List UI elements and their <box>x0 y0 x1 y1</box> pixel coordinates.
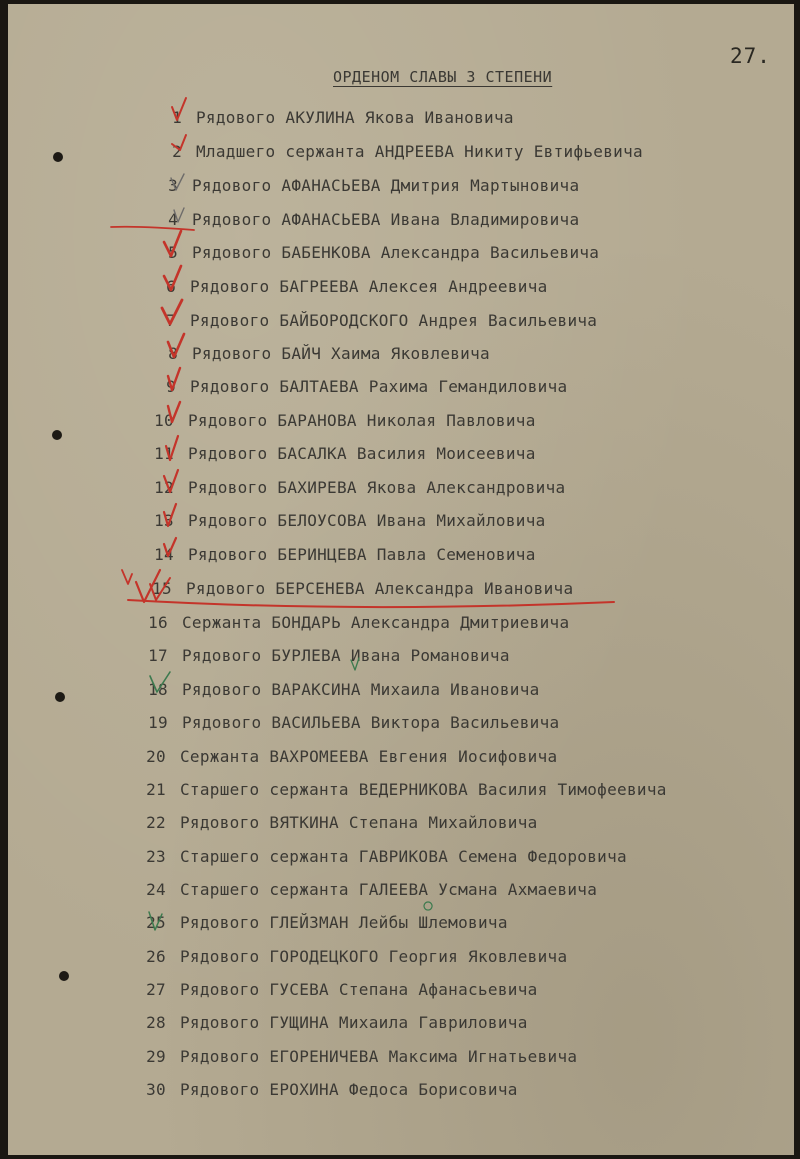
red-check-mark-icon <box>168 368 180 390</box>
item-number: 1 <box>172 108 182 127</box>
recipient-name: Рядового БЕЛОУСОВА Ивана Михайловича <box>188 511 546 530</box>
item-number: 28 <box>146 1013 166 1032</box>
document-sheet <box>8 4 794 1155</box>
recipient-name: Старшего сержанта ВЕДЕРНИКОВА Василия Тимофеевича <box>180 780 667 799</box>
recipient-name: Рядового БАХИРЕВА Якова Александровича <box>188 478 566 497</box>
recipient-name: Рядового БАЙЧ Хаима Яковлевича <box>192 344 490 363</box>
recipient-name: Рядового БАБЕНКОВА Александра Васильевича <box>192 243 600 262</box>
red-check-mark-icon <box>122 570 132 584</box>
recipient-name: Рядового ГОРОДЕЦКОГО Георгия Яковлевича <box>180 947 568 966</box>
item-number: 3 <box>168 176 178 195</box>
pencil-marks <box>8 4 794 1155</box>
item-number: 16 <box>148 613 168 632</box>
recipient-name: Рядового БАРАНОВА Николая Павловича <box>188 411 536 430</box>
red-check-mark-icon <box>164 231 181 256</box>
item-number: 4 <box>168 210 178 229</box>
recipient-name: Рядового БЕРИНЦЕВА Павла Семеновича <box>188 545 536 564</box>
item-number: 25 <box>146 913 166 932</box>
recipient-name: Рядового БЕРСЕНЕВА Александра Ивановича <box>186 579 574 598</box>
recipient-name: Рядового АФАНАСЬЕВА Ивана Владимировича <box>192 210 580 229</box>
item-number: 20 <box>146 747 166 766</box>
recipient-name: Рядового БУРЛЕВА Ивана Романовича <box>182 646 510 665</box>
red-check-mark-icon <box>172 98 186 120</box>
red-check-mark-icon <box>168 334 184 357</box>
red-pencil-line <box>111 227 194 230</box>
green-check-mark-icon <box>149 912 162 930</box>
item-number: 7 <box>166 311 176 330</box>
red-check-mark-icon <box>166 436 178 460</box>
recipient-name: Рядового ГЛЕЙЗМАН Лейбы Шлемовича <box>180 913 508 932</box>
red-check-mark-icon <box>172 135 186 150</box>
red-check-mark-icon <box>136 570 160 602</box>
item-number: 26 <box>146 947 166 966</box>
red-check-mark-icon <box>162 300 182 324</box>
item-number: 10 <box>154 411 174 430</box>
red-check-mark-icon <box>164 538 176 556</box>
item-number: 12 <box>154 478 174 497</box>
item-number: 11 <box>154 444 174 463</box>
red-check-mark-icon <box>164 266 181 290</box>
document-heading: ОРДЕНОМ СЛАВЫ 3 СТЕПЕНИ <box>333 68 553 86</box>
grey-check-mark-icon <box>174 208 184 222</box>
item-number: 18 <box>148 680 168 699</box>
green-tick-icon <box>351 658 359 670</box>
green-circle-icon <box>424 902 432 910</box>
red-check-mark-icon <box>150 578 170 600</box>
page-number: 27. <box>730 44 771 68</box>
recipient-name: Рядового ВАСИЛЬЕВА Виктора Васильевича <box>182 713 560 732</box>
red-check-mark-icon <box>168 402 180 422</box>
recipient-name: Рядового БАСАЛКА Василия Моисеевича <box>188 444 536 463</box>
recipient-name: Рядового ЕРОХИНА Федоса Борисовича <box>180 1080 518 1099</box>
item-number: 5 <box>168 243 178 262</box>
recipient-name: Старшего сержанта ГАЛЕЕВА Усмана Ахмаевича <box>180 880 598 899</box>
item-number: 24 <box>146 880 166 899</box>
item-number: 2 <box>172 142 182 161</box>
item-number: 19 <box>148 713 168 732</box>
item-number: 13 <box>154 511 174 530</box>
item-number: 6 <box>166 277 176 296</box>
grey-check-mark-icon <box>171 174 184 190</box>
recipient-name: Старшего сержанта ГАВРИКОВА Семена Федоровича <box>180 847 627 866</box>
recipient-name: Рядового ЕГОРЕНИЧЕВА Максима Игнатьевича <box>180 1047 578 1066</box>
recipient-name: Младшего сержанта АНДРЕЕВА Никиту Евтифьевича <box>196 142 643 161</box>
recipient-name: Рядового ВАРАКСИНА Михаила Ивановича <box>182 680 540 699</box>
recipient-name: Сержанта БОНДАРЬ Александра Дмитриевича <box>182 613 570 632</box>
green-check-mark-icon <box>150 672 170 692</box>
item-number: 8 <box>168 344 178 363</box>
item-number: 21 <box>146 780 166 799</box>
item-number: 17 <box>148 646 168 665</box>
recipient-name: Рядового ВЯТКИНА Степана Михайловича <box>180 813 538 832</box>
recipient-name: Рядового БАЙБОРОДСКОГО Андрея Васильевича <box>190 311 598 330</box>
recipient-name: Рядового АКУЛИНА Якова Ивановича <box>196 108 514 127</box>
recipient-name: Рядового ГУСЕВА Степана Афанасьевича <box>180 980 538 999</box>
item-number: 23 <box>146 847 166 866</box>
item-number: 29 <box>146 1047 166 1066</box>
recipient-name: Рядового АФАНАСЬЕВА Дмитрия Мартыновича <box>192 176 580 195</box>
red-check-mark-icon <box>164 504 176 526</box>
recipient-name: Сержанта ВАХРОМЕЕВА Евгения Иосифовича <box>180 747 558 766</box>
item-number: 27 <box>146 980 166 999</box>
recipient-name: Рядового БАГРЕЕВА Алексея Андреевича <box>190 277 548 296</box>
item-number: 22 <box>146 813 166 832</box>
recipient-name: Рядового ГУЩИНА Михаила Гавриловича <box>180 1013 528 1032</box>
item-number: 30 <box>146 1080 166 1099</box>
red-underline <box>128 600 614 607</box>
item-number: 9 <box>166 377 176 396</box>
item-number: 14 <box>154 545 174 564</box>
red-check-mark-icon <box>164 470 178 492</box>
recipient-name: Рядового БАЛТАЕВА Рахима Гемандиловича <box>190 377 568 396</box>
item-number: 15 <box>152 579 172 598</box>
